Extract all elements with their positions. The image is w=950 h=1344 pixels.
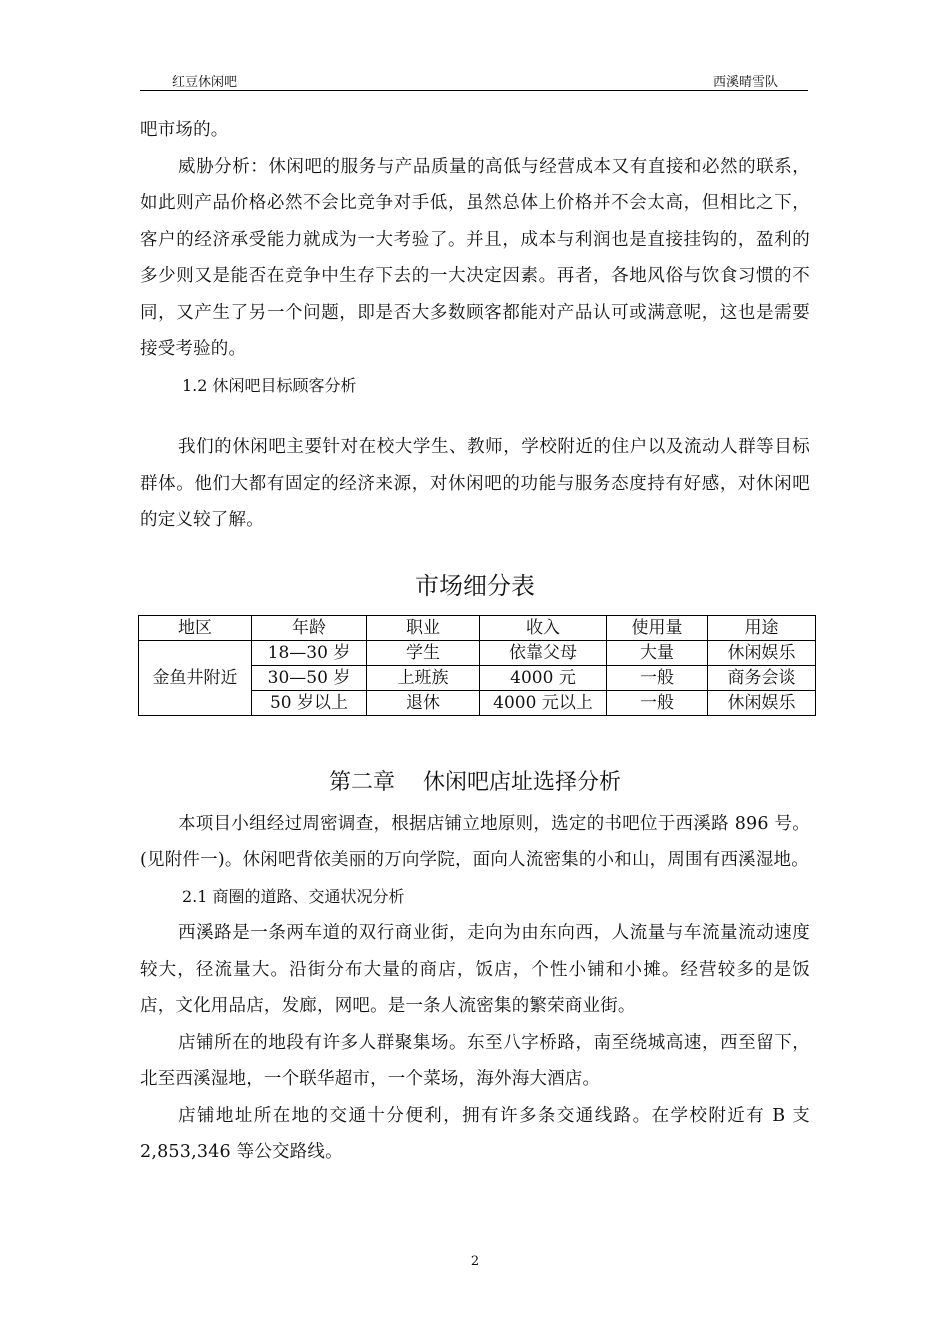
table-cell: 一般 bbox=[607, 665, 708, 690]
paragraph: 吧市场的。 bbox=[140, 120, 229, 140]
table-cell: 休闲娱乐 bbox=[708, 640, 816, 665]
section-heading: 2.1 商圈的道路、交通状况分析 bbox=[182, 886, 405, 906]
table-cell: 商务会谈 bbox=[708, 665, 816, 690]
paragraph: 西溪路是一条两车道的双行商业街，走向为由东向西，人流量与车流量流动速度较大，径流量大。沿街分布大量的商店，饭店，个性小铺和小摊。经营较多的是饭店，文化用品店，发廊，网吧。是一条人流密集的繁荣商业街。 bbox=[140, 923, 810, 1016]
paragraph: 我们的休闲吧主要针对在校大学生、教师，学校附近的住户以及流动人群等目标群体。他们大都有固定的经济来源，对休闲吧的功能与服务态度持有好感，对休闲吧的定义较了解。 bbox=[140, 437, 810, 530]
paragraph: 店铺地址所在地的交通十分便利，拥有许多条交通线路。在学校附近有 B 支2,853,346 等公交路线。 bbox=[140, 1105, 810, 1162]
table-header-cell: 年龄 bbox=[252, 615, 367, 640]
table-cell: 一般 bbox=[607, 690, 708, 715]
table-header-cell: 地区 bbox=[139, 615, 252, 640]
table-cell: 上班族 bbox=[367, 665, 480, 690]
paragraph: 本项目小组经过周密调查，根据店铺立地原则，选定的书吧位于西溪路 896 号。(见附件一)。休闲吧背依美丽的万向学院，面向人流密集的小和山，周围有西溪湿地。 bbox=[140, 813, 810, 870]
section-heading: 1.2 休闲吧目标顾客分析 bbox=[182, 375, 357, 395]
header-left-text: 红豆休闲吧 bbox=[172, 75, 238, 90]
table-row bbox=[139, 640, 816, 665]
table-cell: 退休 bbox=[367, 690, 480, 715]
table-cell: 30—50 岁 bbox=[252, 665, 367, 690]
table-cell: 50 岁以上 bbox=[252, 690, 367, 715]
page-number: 2 bbox=[470, 1254, 480, 1269]
table-cell: 大量 bbox=[607, 640, 708, 665]
header-right-text: 西溪晴雪队 bbox=[712, 75, 778, 90]
table-cell: 休闲娱乐 bbox=[708, 690, 816, 715]
market-segment-table bbox=[138, 615, 816, 716]
table-cell: 4000 元以上 bbox=[480, 690, 607, 715]
table-header-row bbox=[139, 615, 816, 640]
table-title: 市场细分表 bbox=[415, 571, 535, 600]
table-cell: 依靠父母 bbox=[480, 640, 607, 665]
page-header bbox=[140, 68, 808, 91]
table-cell: 18—30 岁 bbox=[252, 640, 367, 665]
table-cell-region: 金鱼井附近 bbox=[139, 640, 252, 715]
table-header-cell: 职业 bbox=[367, 615, 480, 640]
paragraph: 店铺所在的地段有许多人群聚集场。东至八字桥路，南至绕城高速，西至留下，北至西溪湿地，一个联华超市，一个菜场，海外海大酒店。 bbox=[140, 1032, 810, 1089]
chapter-title: 第二章 休闲吧店址选择分析 bbox=[329, 769, 621, 795]
table-cell: 学生 bbox=[367, 640, 480, 665]
table-header-cell: 使用量 bbox=[607, 615, 708, 640]
table-cell: 4000 元 bbox=[480, 665, 607, 690]
page-content bbox=[140, 112, 810, 1171]
table-header-cell: 收入 bbox=[480, 615, 607, 640]
paragraph: 威胁分析：休闲吧的服务与产品质量的高低与经营成本又有直接和必然的联系，如此则产品价格必然不会比竞争对手低，虽然总体上价格并不会太高，但相比之下，客户的经济承受能力就成为一大考验了。并且，成本与利润也是直接挂钩的，盈利的多少则又是能否在竞争中生存下去的一大决定因素。再者，各地风俗与饮食习惯的不同，又产生了另一个问题，即是否大多数顾客都能对产品认可或满意呢，这也是需要接受考验的。 bbox=[140, 156, 810, 359]
table-header-cell: 用途 bbox=[708, 615, 816, 640]
